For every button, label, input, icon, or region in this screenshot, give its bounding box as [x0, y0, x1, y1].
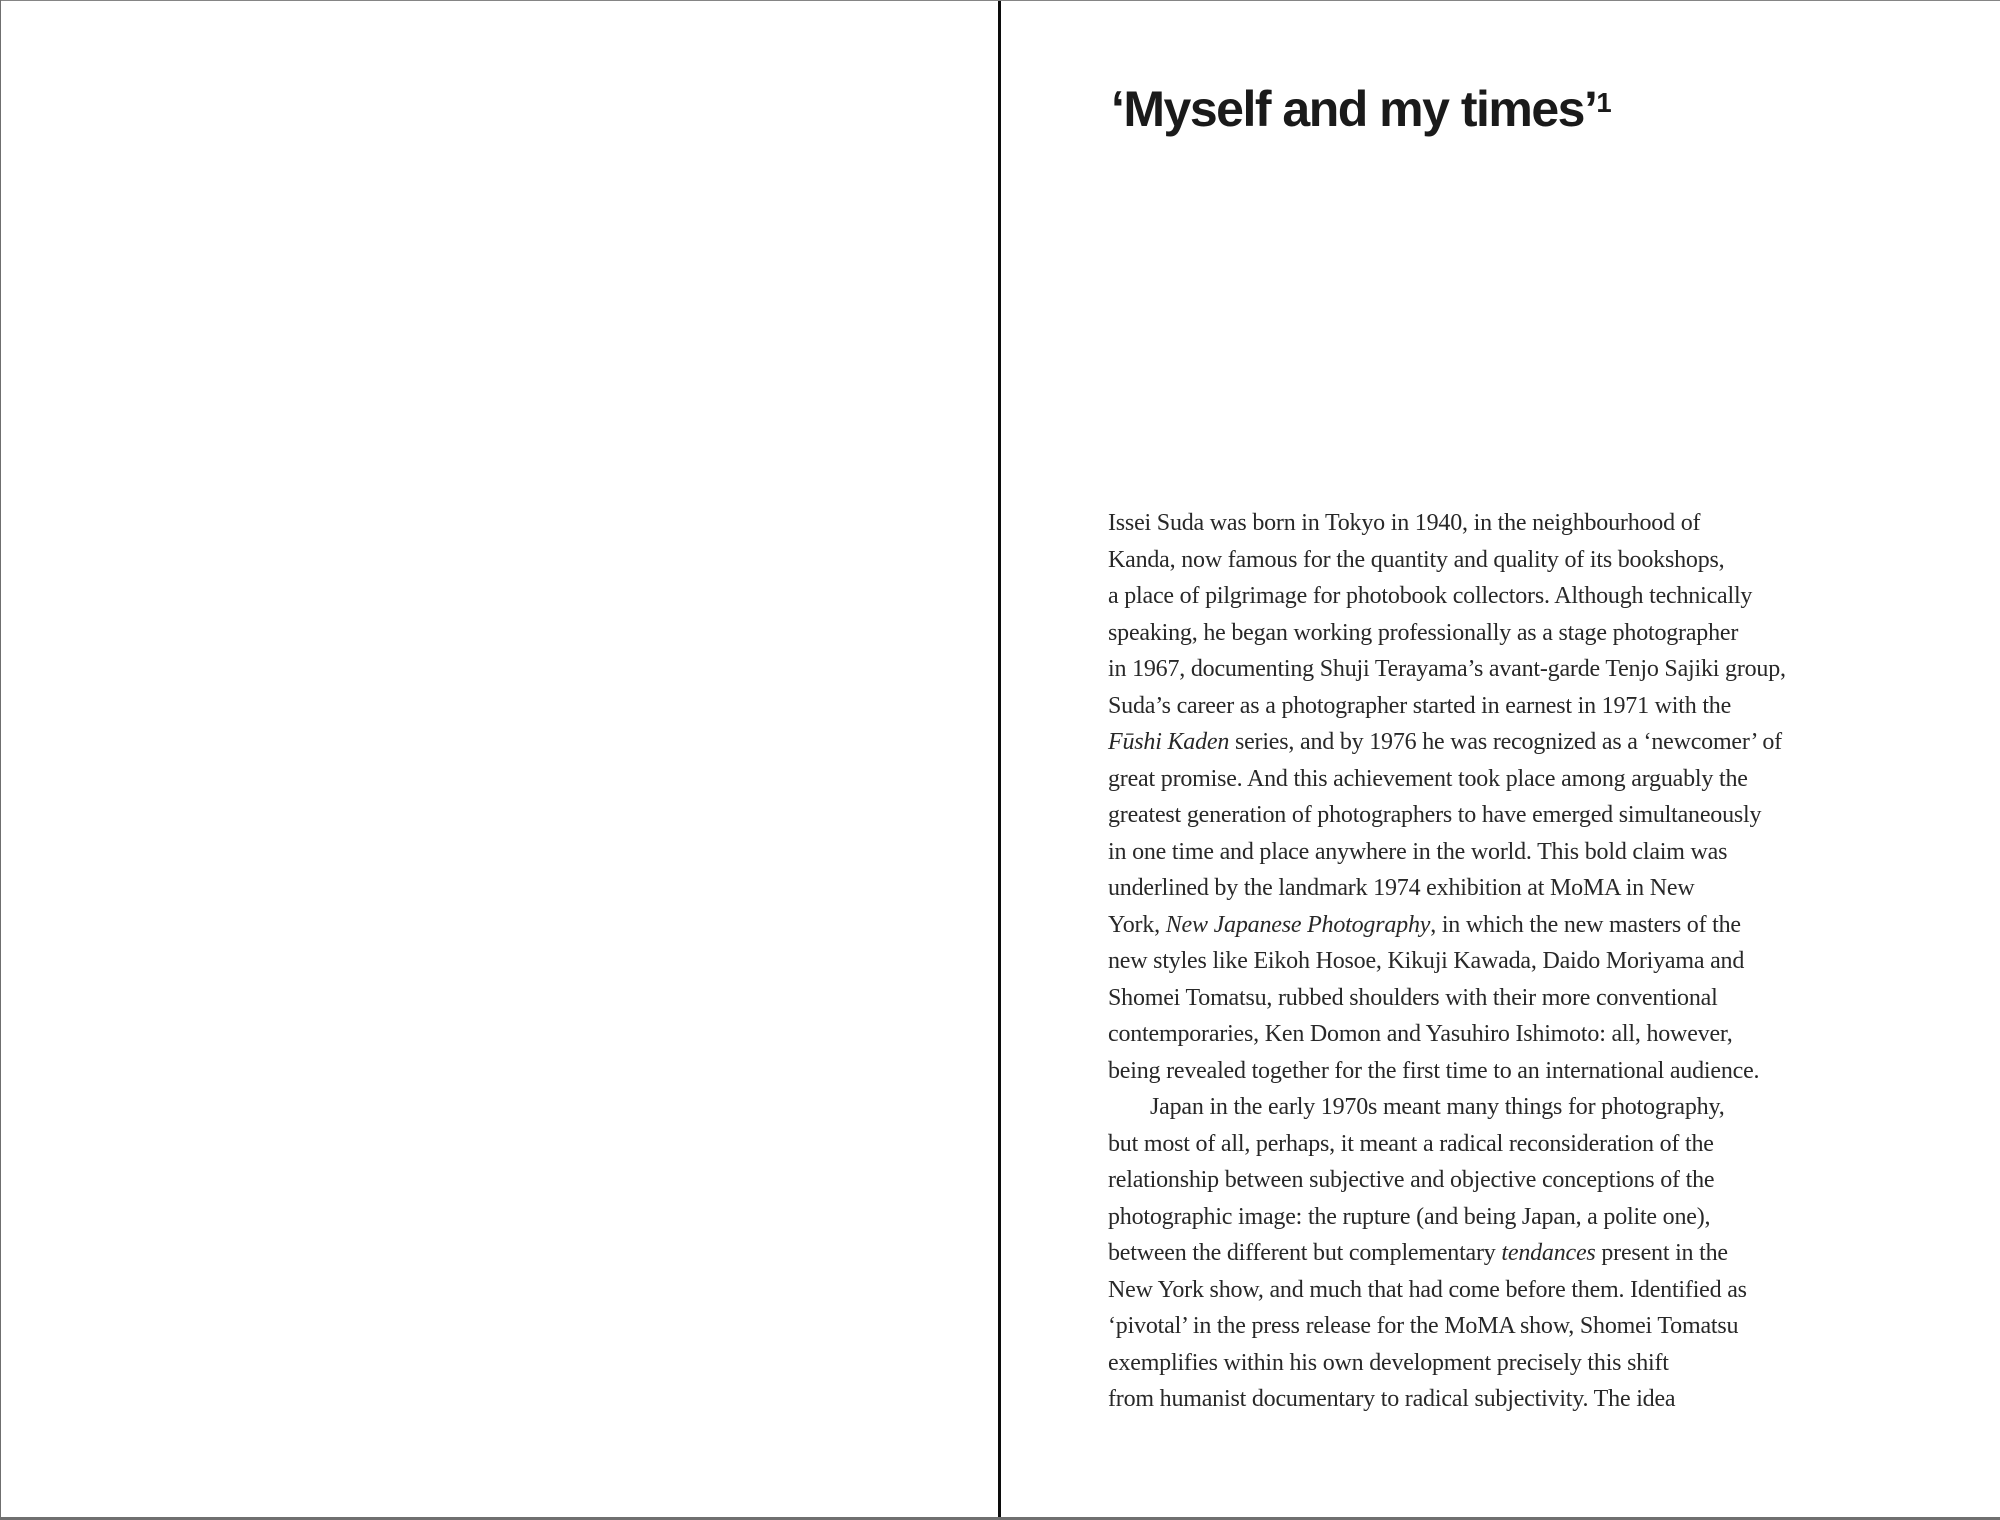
body-line-segment: between the different but complementary: [1108, 1240, 1502, 1266]
body-line: [1108, 1345, 1968, 1382]
body-line-segment: exemplifies within his own development precisely this shift: [1108, 1349, 1669, 1376]
body-line: [1108, 1199, 1968, 1236]
body-line-segment: ‘pivotal’ in the press release for the MoMA show, Shomei Tomatsu: [1108, 1313, 1739, 1339]
body-line-segment: present in the: [1595, 1240, 1728, 1266]
body-line-segment: greatest generation of photographers to have emerged simultaneously: [1108, 802, 1762, 828]
body-line-segment: Japan in the early 1970s meant many things for photography,: [1150, 1094, 1725, 1120]
page-edge-left: [0, 0, 1, 1520]
body-line: [1108, 1235, 1968, 1272]
body-line-segment: Suda’s career as a photographer started in earnest in 1971 with the: [1108, 692, 1732, 719]
body-line: [1108, 578, 1968, 615]
body-line: [1108, 907, 1968, 944]
body-line: [1108, 1162, 1968, 1199]
body-line-segment: great promise. And this achievement took place among arguably the: [1108, 765, 1748, 792]
footnote-marker: 1: [1596, 87, 1612, 119]
page-edge-top: [0, 0, 2000, 1]
body-line: [1108, 980, 1968, 1017]
body-line: [1108, 1053, 1968, 1090]
body-line-segment: a place of pilgrimage for photobook collectors. Although technically: [1108, 583, 1753, 609]
body-line-segment: from humanist documentary to radical subjectivity. The idea: [1108, 1386, 1676, 1412]
body-line-segment: , in which the new masters of the: [1430, 911, 1741, 938]
body-line-segment: contemporaries, Ken Domon and Yasuhiro Ishimoto: all, however,: [1108, 1021, 1733, 1047]
body-line: [1108, 1272, 1968, 1309]
body-line: [1108, 1126, 1968, 1163]
body-line-segment: New York show, and much that had come before them. Identified as: [1108, 1276, 1747, 1303]
body-line: [1108, 1089, 1968, 1126]
chapter-title-text: ‘Myself and my times’: [1111, 81, 1597, 137]
body-line-italic-segment: New Japanese Photography: [1165, 911, 1431, 938]
body-line-italic-segment: tendances: [1501, 1240, 1596, 1266]
body-line: [1108, 943, 1968, 980]
body-line: [1108, 724, 1968, 761]
body-line-segment: photographic image: the rupture (and being Japan, a polite one),: [1108, 1203, 1711, 1230]
body-line-segment: Kanda, now famous for the quantity and quality of its bookshops,: [1108, 546, 1725, 573]
page-right: [1001, 0, 2000, 1520]
body-line-segment: in 1967, documenting Shuji Terayama’s avant-garde Tenjo Sajiki group,: [1108, 656, 1786, 682]
body-line-segment: being revealed together for the first time to an international audience.: [1108, 1057, 1760, 1084]
body-line-segment: underlined by the landmark 1974 exhibition at MoMA in New: [1108, 875, 1695, 901]
page-left-blank: [0, 0, 998, 1520]
body-line-segment: Issei Suda was born in Tokyo in 1940, in the neighbourhood of: [1108, 510, 1701, 536]
body-line-italic-segment: Fūshi Kaden: [1108, 729, 1230, 755]
body-line: [1108, 542, 1968, 579]
body-line: [1108, 505, 1968, 542]
body-line: [1108, 688, 1968, 725]
body-line: [1108, 1016, 1968, 1053]
body-line: [1108, 834, 1968, 871]
body-line-segment: series, and by 1976 he was recognized as a ‘newcomer’ of: [1229, 729, 1782, 755]
body-line-segment: but most of all, perhaps, it meant a radical reconsideration of the: [1108, 1130, 1714, 1157]
body-line: [1108, 797, 1968, 834]
body-line-segment: speaking, he began working professionally as a stage photographer: [1108, 619, 1739, 646]
body-line: [1108, 651, 1968, 688]
body-line-segment: Shomei Tomatsu, rubbed shoulders with their more conventional: [1108, 984, 1718, 1011]
body-line: [1108, 1308, 1968, 1345]
body-line-segment: new styles like Eikoh Hosoe, Kikuji Kawada, Daido Moriyama and: [1108, 948, 1745, 974]
body-text: [1108, 505, 1968, 1418]
body-line: [1108, 870, 1968, 907]
body-line: [1108, 615, 1968, 652]
body-line-segment: in one time and place anywhere in the world. This bold claim was: [1108, 838, 1728, 865]
body-line-segment: relationship between subjective and objective conceptions of the: [1108, 1167, 1715, 1193]
body-line: [1108, 761, 1968, 798]
chapter-title: [1111, 81, 1612, 137]
body-line: [1108, 1381, 1968, 1418]
body-line-segment: York,: [1108, 911, 1166, 938]
